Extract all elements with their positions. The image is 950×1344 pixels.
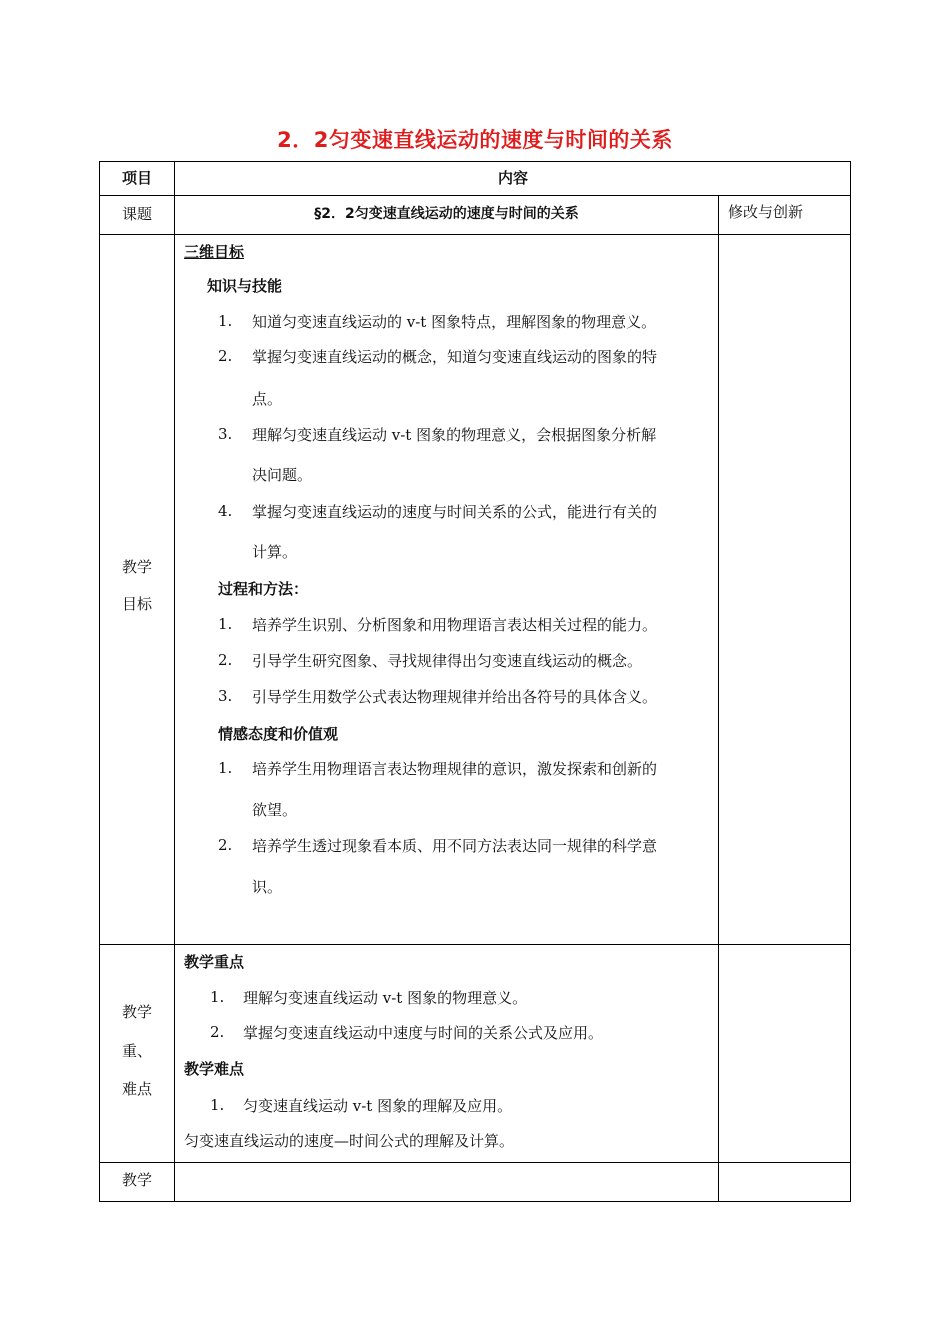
list-item-continuation: 识。 (252, 878, 283, 896)
list-item-number: 1. (218, 615, 233, 633)
list-item-number: 3. (218, 687, 233, 705)
topic-label: 课题 (121, 205, 152, 223)
list-item: 培养学生用物理语言表达物理规律的意识，激发探索和创新的 (252, 760, 658, 778)
table-border-right (850, 161, 851, 1202)
list-item-number: 1. (218, 759, 233, 777)
header-content: 内容 (497, 169, 528, 187)
header-project: 项目 (121, 169, 152, 187)
list-item: 培养学生识别、分析图象和用物理语言表达相关过程的能力。 (252, 616, 658, 634)
teaching-process-label: 教学 (121, 1171, 152, 1189)
list-item: 掌握匀变速直线运动的速度与时间关系的公式，能进行有关的 (252, 503, 658, 521)
goals-label-line1: 教学 (121, 558, 152, 576)
lesson-plan-table (99, 161, 851, 1201)
difficulty-extra-line: 匀变速直线运动的速度—时间公式的理解及计算。 (184, 1132, 515, 1150)
list-item: 匀变速直线运动 v-t 图象的理解及应用。 (243, 1097, 513, 1115)
list-item: 知道匀变速直线运动的 v-t 图象特点，理解图象的物理意义。 (252, 313, 657, 331)
table-border-bottom (99, 1201, 851, 1202)
table-row-divider (99, 944, 851, 945)
difficulty-heading: 教学难点 (184, 1060, 245, 1078)
emotion-heading: 情感态度和价值观 (218, 725, 339, 743)
list-item-number: 1. (218, 312, 233, 330)
focus-heading: 教学重点 (184, 953, 245, 971)
list-item-continuation: 点。 (252, 390, 283, 408)
list-item-number: 2. (218, 651, 233, 669)
list-item: 掌握匀变速直线运动中速度与时间的关系公式及应用。 (243, 1024, 604, 1042)
keypoints-label-line3: 难点 (121, 1080, 152, 1098)
list-item-number: 1. (210, 1096, 225, 1114)
table-col-divider (718, 195, 719, 1202)
list-item: 引导学生研究图象、寻找规律得出匀变速直线运动的概念。 (252, 652, 643, 670)
document-title: 2．2匀变速直线运动的速度与时间的关系 (277, 128, 673, 152)
list-item-continuation: 决问题。 (252, 466, 313, 484)
list-item: 理解匀变速直线运动 v-t 图象的物理意义，会根据图象分析解 (252, 426, 657, 444)
goals-label-line2: 目标 (121, 595, 152, 613)
topic-content: §2．2匀变速直线运动的速度与时间的关系 (314, 206, 579, 222)
list-item: 培养学生透过现象看本质、用不同方法表达同一规律的科学意 (252, 837, 658, 855)
list-item: 理解匀变速直线运动 v-t 图象的物理意义。 (243, 989, 528, 1007)
list-item: 掌握匀变速直线运动的概念，知道匀变速直线运动的图象的特 (252, 348, 658, 366)
list-item-number: 2. (210, 1023, 225, 1041)
keypoints-label-line1: 教学 (121, 1003, 152, 1021)
list-item: 引导学生用数学公式表达物理规律并给出各符号的具体含义。 (252, 688, 658, 706)
list-item-continuation: 计算。 (252, 543, 298, 561)
keypoints-label-line2: 重、 (121, 1042, 152, 1060)
knowledge-heading: 知识与技能 (207, 277, 283, 295)
table-row-divider (99, 195, 851, 196)
table-row-divider (99, 1162, 851, 1163)
list-item-number: 4. (218, 502, 233, 520)
list-item-number: 2. (218, 347, 233, 365)
list-item-number: 2. (218, 836, 233, 854)
table-row-divider (99, 234, 851, 235)
list-item-continuation: 欲望。 (252, 801, 298, 819)
revision-label: 修改与创新 (728, 203, 804, 221)
three-dimension-goals-heading: 三维目标 (184, 243, 245, 261)
list-item-number: 3. (218, 425, 233, 443)
table-border-top (99, 161, 851, 162)
list-item-number: 1. (210, 988, 225, 1006)
process-heading: 过程和方法： (218, 580, 309, 598)
